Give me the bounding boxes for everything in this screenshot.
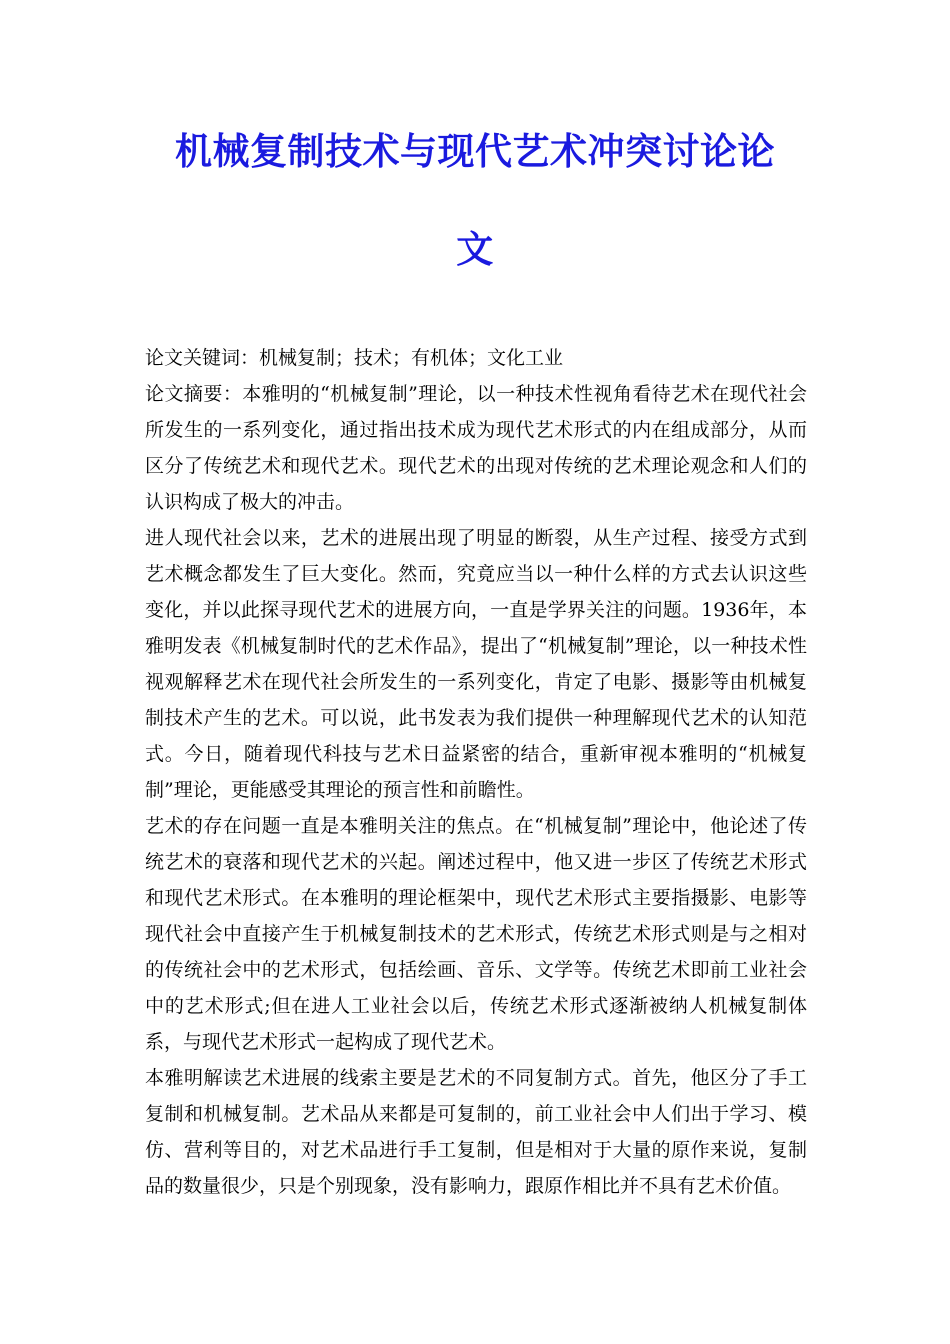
document-title-line-1: 机械复制技术与现代艺术冲突讨论论 bbox=[175, 130, 775, 173]
body-paragraph-2: 艺术的存在问题一直是本雅明关注的焦点。在“机械复制”理论中，他论述了传统艺术的衰落和现代艺术的兴起。阐述过程中，他又进一步区了传统艺术形式和现代艺术形式。在本雅明的理论框架中，现代艺术形式主要指摄影、电影等现代社会中直接产生于机械复制技术的艺术形式，传统艺术形式则是与之相对的传统社会中的艺术形式，包括绘画、音乐、文学等。传统艺术即前工业社会中的艺术形式;但在进人工业社会以后，传统艺术形式逐渐被纳人机械复制体系，与现代艺术形式一起构成了现代艺术。 bbox=[145, 815, 807, 1053]
body-paragraph-1: 进人现代社会以来，艺术的进展出现了明显的断裂，从生产过程、接受方式到艺术概念都发生了巨大变化。然而，究竟应当以一种什么样的方式去认识这些变化，并以此探寻现代艺术的进展方向，一直是学界关注的问题。1936年，本雅明发表《机械复制时代的艺术作品》，提出了“机械复制”理论，以一种技术性视观解释艺术在现代社会所发生的一系列变化，肯定了电影、摄影等由机械复制技术产生的艺术。可以说，此书发表为我们提供一种理解现代艺术的认知范式。今日，随着现代科技与艺术日益紧密的结合，重新审视本雅明的“机械复制”理论，更能感受其理论的预言性和前瞻性。 bbox=[145, 527, 807, 801]
document-title-line-2: 文 bbox=[456, 228, 494, 271]
keywords-paragraph: 论文关键词：机械复制；技术；有机体；文化工业 bbox=[145, 347, 564, 369]
abstract-paragraph: 论文摘要：本雅明的“机械复制”理论，以一种技术性视角看待艺术在现代社会所发生的一系列变化，通过指出技术成为现代艺术形式的内在组成部分，从而区分了传统艺术和现代艺术。现代艺术的出现对传统的艺术理论观念和人们的认识构成了极大的冲击。 bbox=[145, 383, 807, 513]
document-body bbox=[145, 340, 807, 1204]
body-paragraph-3: 本雅明解读艺术进展的线索主要是艺术的不同复制方式。首先，他区分了手工复制和机械复制。艺术品从来都是可复制的，前工业社会中人们出于学习、模仿、营利等目的，对艺术品进行手工复制，但是相对于大量的原作来说，复制品的数量很少，只是个别现象，没有影响力，跟原作相比并不具有艺术价值。 bbox=[145, 1067, 807, 1197]
